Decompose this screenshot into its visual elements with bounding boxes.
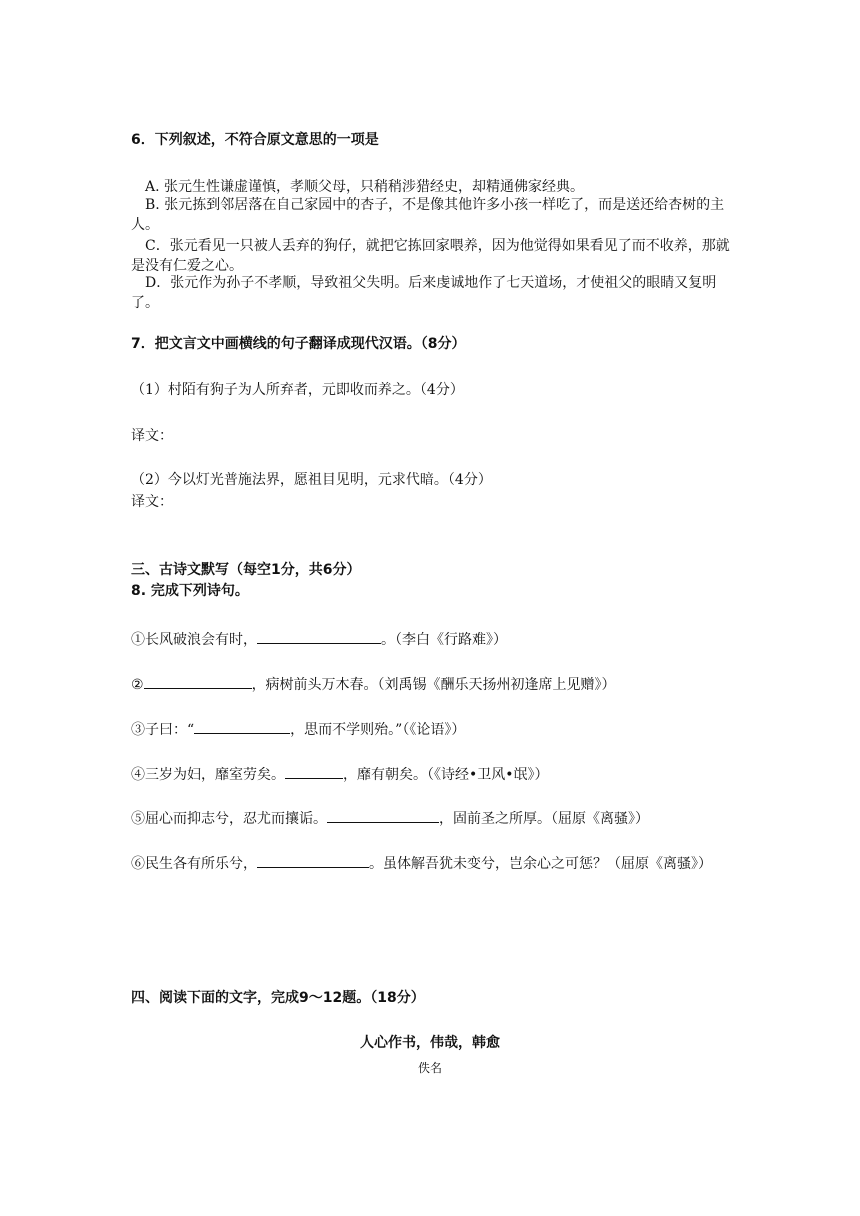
q7-sentence-2: （2）今以灯光普施法界，愿祖目见明，元求代暗。（4分） [131, 472, 492, 488]
q6-option-b: B. 张元拣到邻居落在自己家园中的杏子，不是像其他许多小孩一样吃了，而是送还给杏树的主人。 [131, 197, 725, 233]
q6-option-c: C．张元看见一只被人丢弃的狗仔，就把它拣回家喂养，因为他觉得如果看见了而不收养，那就是没有仁爱之心。 [131, 238, 730, 274]
poem-blank-1[interactable] [257, 628, 381, 644]
poem-line-5 [131, 807, 649, 829]
section-3-title: 三、古诗文默写（每空1分，共6分） [131, 562, 361, 578]
q6-option-a: A. 张元生性谦虚谨慎，孝顺父母，只稍稍涉猎经史，却精通佛家经典。 [131, 179, 585, 195]
poem-line-5-pre: ⑤屈心而抑志兮，忍尤而攘诟。 [131, 811, 327, 827]
article-title: 人心作书，伟哉，韩愈 [360, 1035, 500, 1051]
poem-blank-2[interactable] [144, 673, 252, 689]
q7-sentence-1: （1）村陌有狗子为人所弃者，元即收而养之。（4分） [131, 382, 464, 398]
section-4-title: 四、阅读下面的文字，完成9～12题。（18分） [131, 990, 425, 1006]
article-author: 佚名 [417, 1061, 442, 1075]
poem-line-3-post: ，思而不学则殆。”（《论语》） [290, 722, 466, 738]
poem-blank-5[interactable] [327, 807, 439, 823]
poem-line-2-pre: ② [131, 677, 144, 693]
poem-line-6 [131, 852, 712, 874]
poem-line-6-post: 。虽体解吾犹未变兮，岂余心之可惩？（屈原《离骚》） [369, 856, 712, 872]
q7-translation-label-2: 译文： [131, 494, 173, 510]
poem-line-2-post: ，病树前头万木春。（刘禹锡《酬乐天扬州初逢席上见赠》） [251, 677, 616, 693]
poem-line-6-pre: ⑥民生各有所乐兮， [131, 856, 257, 872]
poem-line-2 [131, 673, 616, 695]
poem-line-1 [131, 628, 507, 650]
poem-line-4 [131, 763, 549, 785]
question-8-title: 8. 完成下列诗句。 [131, 583, 249, 599]
poem-line-1-post: 。（李白《行路难》） [381, 632, 507, 648]
q7-translation-label-1: 译文： [131, 428, 173, 444]
poem-line-3 [131, 718, 465, 740]
poem-blank-3[interactable] [194, 718, 290, 734]
question-6-title: 6．下列叙述，不符合原文意思的一项是 [131, 132, 379, 148]
question-7-title: 7．把文言文中画横线的句子翻译成现代汉语。（8分） [131, 336, 466, 352]
poem-line-3-pre: ③子曰：“ [131, 722, 195, 738]
poem-line-4-pre: ④三岁为妇，靡室劳矣。 [131, 767, 285, 783]
q6-option-d: D．张元作为孙子不孝顺，导致祖父失明。后来虔诚地作了七天道场，才使祖父的眼睛又复明了。 [131, 275, 717, 311]
poem-line-1-pre: ①长风破浪会有时， [131, 632, 257, 648]
poem-line-5-post: ，固前圣之所厚。（屈原《离骚》） [439, 811, 649, 827]
poem-line-4-post: ，靡有朝矣。（《诗经•卫风•氓》） [343, 767, 549, 783]
poem-blank-6[interactable] [257, 852, 369, 868]
poem-blank-4[interactable] [285, 763, 343, 779]
